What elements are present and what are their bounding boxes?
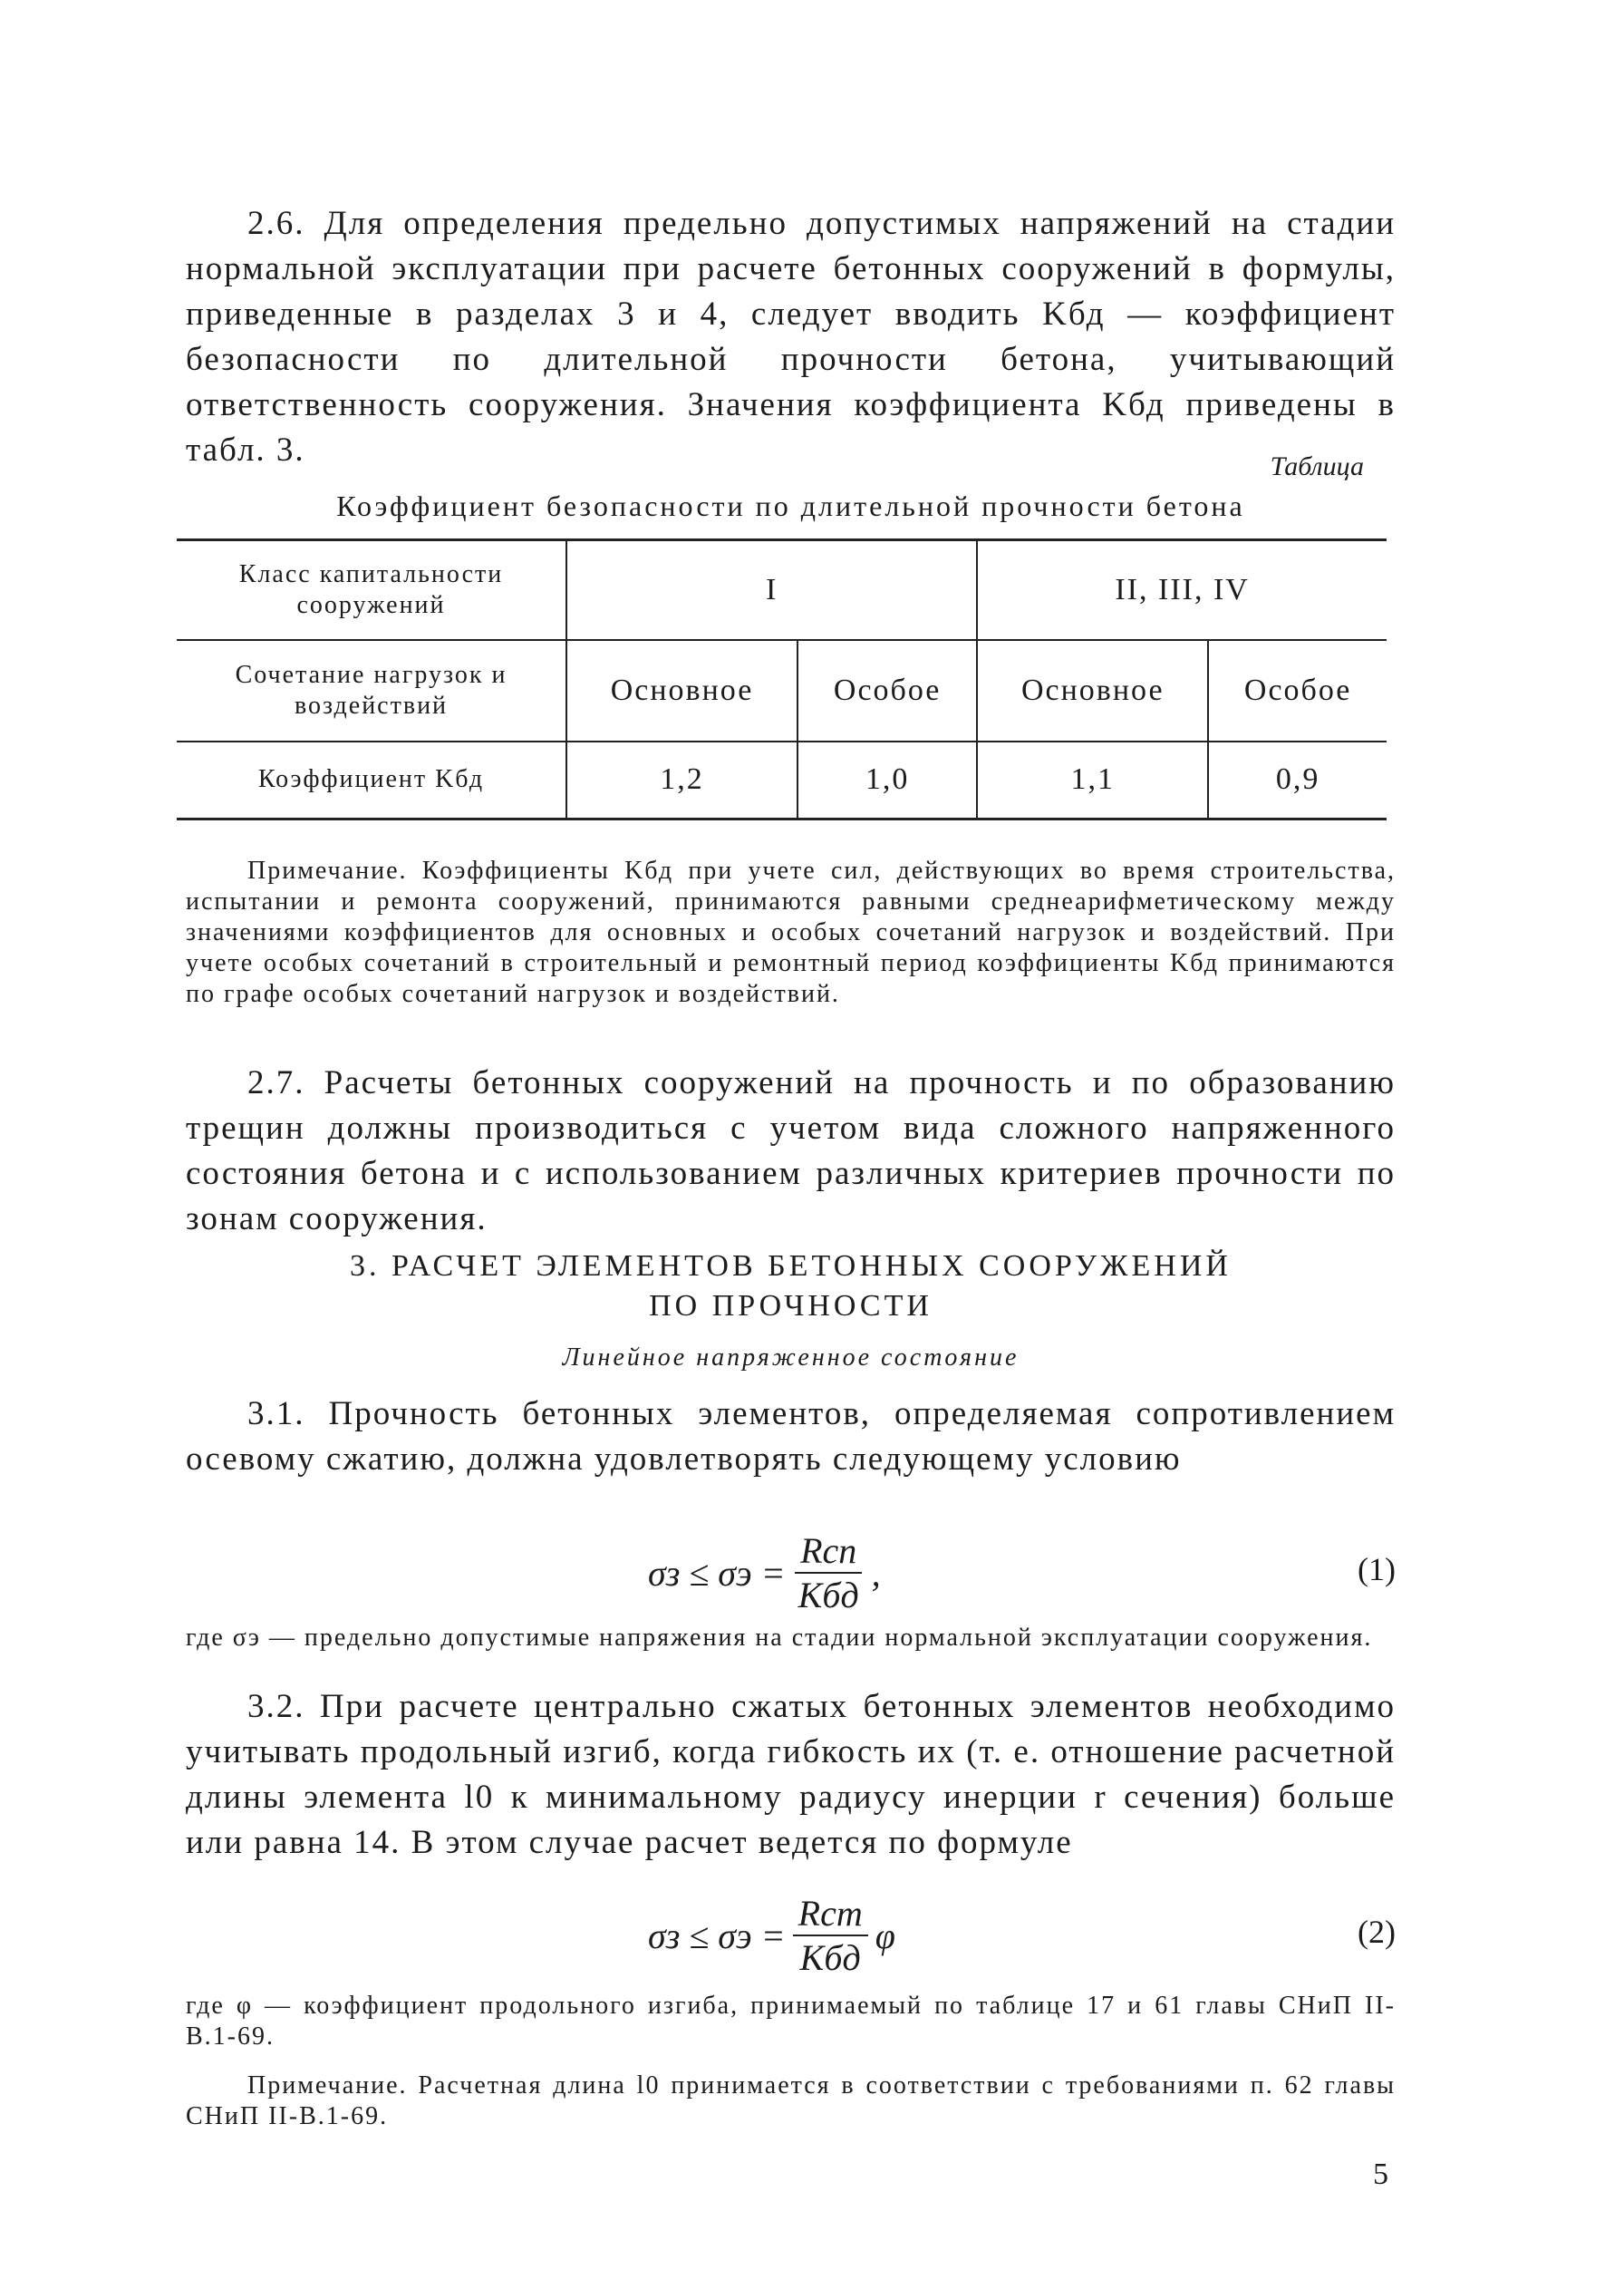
safety-coefficient-table — [177, 538, 1387, 820]
note-3-2: Примечание. Расчетная длина l0 принимается в соответствии с требованиями п. 62 главы СНиП II-В.1-69. — [186, 2071, 1396, 2130]
formula-2-number: (2) — [1358, 1914, 1396, 1950]
section-title-line2: ПО ПРОЧНОСТИ — [649, 1289, 933, 1323]
formula-2-numerator: Rст — [793, 1892, 868, 1936]
formula-1-numerator: Rсп — [795, 1529, 862, 1574]
formula-1-fraction — [793, 1529, 865, 1616]
row-label-coefficient: Коэффициент Kбд — [177, 742, 566, 819]
coefficient-value: 1,2 — [566, 742, 798, 819]
paragraph-2-7: 2.7. Расчеты бетонных сооружений на прочность и по образованию трещин должны производиться с учетом вида сложного напряженного состояния бетона и с использованием различных критериев прочности по зонам сооружения. — [186, 1064, 1396, 1237]
subsection-title: Линейное напряженное состояние — [562, 1343, 1020, 1372]
coefficient-value: 1,1 — [977, 742, 1208, 819]
coefficient-value: 1,0 — [798, 742, 977, 819]
paragraph-3-2: 3.2. При расчете центрально сжатых бетонных элементов необходимо учитывать продольный изгиб, когда гибкость их (т. е. отношение расчетной длины элемента l0 к минимальному радиусу инерции r сечения) больше или равна 14. В этом случае расчет ведется по формуле — [186, 1688, 1396, 1861]
row-label-capital-class: Класс капитальности сооружений — [177, 540, 566, 640]
formula-2-expression — [648, 1886, 895, 1985]
formula-1-denominator: Kбд — [798, 1575, 859, 1615]
class-ii-iv-header: II, III, IV — [977, 540, 1387, 640]
formula-2-denominator: Kбд — [799, 1937, 861, 1978]
class-i-header: I — [566, 540, 977, 640]
formula-2-end: φ — [875, 1915, 895, 1956]
formula-1-end: , — [871, 1552, 881, 1594]
coefficient-value: 0,9 — [1208, 742, 1387, 819]
formula-2-fraction — [793, 1892, 868, 1979]
combo-cell: Основное — [566, 640, 798, 742]
table-note: Примечание. Коэффициенты Kбд при учете сил, действующих во время строительства, испытании и ремонта сооружений, принимаются равными среднеарифметическому между значениями коэффициентов для основных и особых сочетаний нагрузок и воздействий. При учете особых сочетаний в строительный и ремонтный период коэффициенты Kбд принимаются по графе особых сочетаний нагрузок и воздействий. — [186, 857, 1396, 1008]
formula-1-explanation: где σэ — предельно допустимые напряжения на стадии нормальной эксплуатации сооружения. — [186, 1624, 1373, 1652]
formula-1-lhs: σз ≤ σэ = — [648, 1552, 786, 1594]
formula-1-number: (1) — [1358, 1551, 1396, 1587]
paragraph-2-6: 2.6. Для определения предельно допустимых напряжений на стадии нормальной эксплуатации при расчете бетонных сооружений в формулы, приведенные в разделах 3 и 4, следует вводить Kбд — коэффициент безопасности по длительной прочности бетона, учитывающий ответственность сооружения. Значения коэффициента Kбд приведены в табл. 3. — [186, 205, 1396, 469]
formula-2-lhs: σз ≤ σэ = — [648, 1915, 786, 1956]
formula-2 — [186, 1886, 1396, 1985]
page-number: 5 — [1373, 2158, 1388, 2191]
formula-2-explanation: где φ — коэффициент продольного изгиба, принимаемый по таблице 17 и 61 главы СНиП II-В.1-69. — [186, 1992, 1396, 2051]
paragraph-3-1: 3.1. Прочность бетонных элементов, определяемая сопротивлением осевому сжатию, должна удовлетворять следующему условию — [186, 1395, 1396, 1478]
formula-1-expression — [648, 1523, 881, 1623]
table-label: Таблица — [1270, 451, 1364, 481]
formula-1 — [186, 1523, 1396, 1623]
combo-cell: Особое — [1208, 640, 1387, 742]
section-title: 3. РАСЧЕТ ЭЛЕМЕНТОВ БЕТОННЫХ СООРУЖЕНИЙ — [350, 1249, 1232, 1283]
row-label-load-combination: Сочетание нагрузок и воздействий — [177, 640, 566, 742]
table-title: Коэффициент безопасности по длительной прочности бетона — [336, 490, 1245, 522]
combo-cell: Особое — [798, 640, 977, 742]
combo-cell: Основное — [977, 640, 1208, 742]
